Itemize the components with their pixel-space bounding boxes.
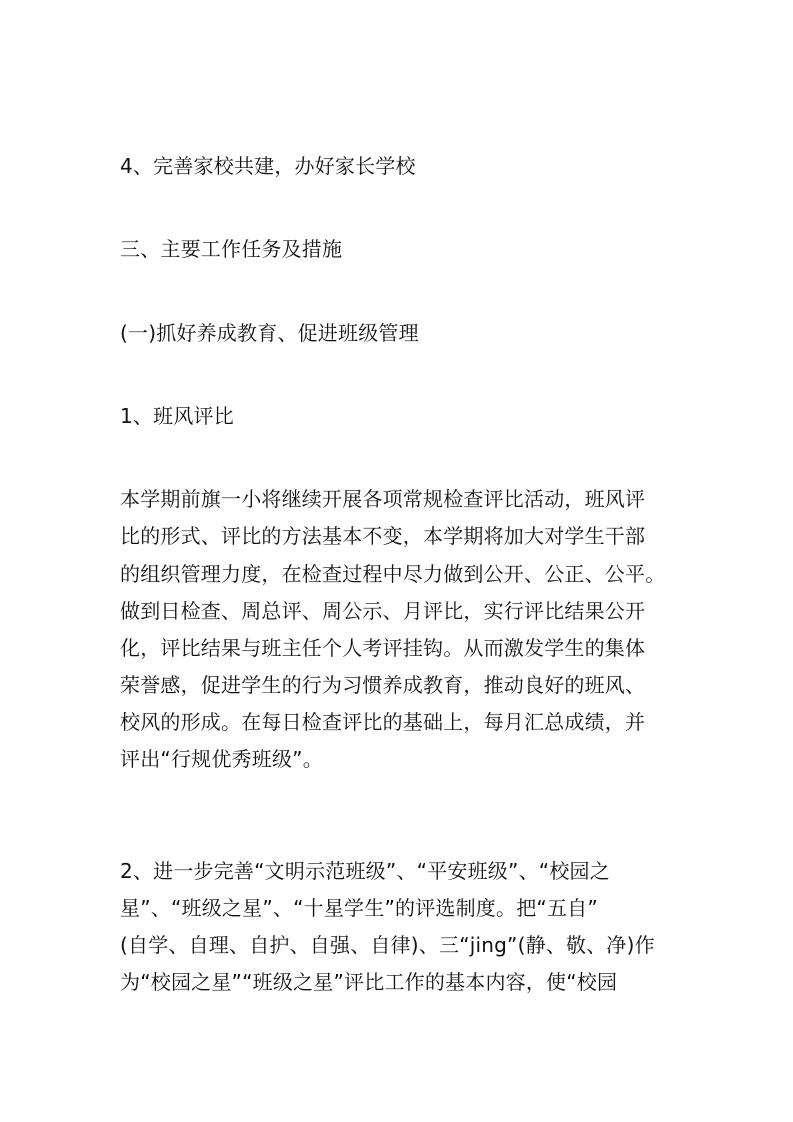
section-heading: 1、班风评比 xyxy=(120,404,234,428)
paragraph-line: (自学、自理、自护、自强、自律)、三“jing”(静、敬、净)作 xyxy=(120,933,655,957)
section-heading: 三、主要工作任务及措施 xyxy=(120,237,343,261)
paragraph-line: 化，评比结果与班主任个人考评挂钩。从而激发学生的集体 xyxy=(120,636,646,660)
paragraph-line: 校风的形成。在每日检查评比的基础上，每月汇总成绩，并 xyxy=(120,710,646,734)
section-heading: (一)抓好养成教育、促进班级管理 xyxy=(120,321,419,345)
paragraph-line: 做到日检查、周总评、周公示、月评比，实行评比结果公开 xyxy=(120,599,646,623)
paragraph-line: 的组织管理力度，在检查过程中尽力做到公开、公正、公平。 xyxy=(120,562,666,586)
paragraph-line: 比的形式、评比的方法基本不变，本学期将加大对学生干部 xyxy=(120,524,646,548)
paragraph-line: 2、进一步完善“文明示范班级”、“平安班级”、“校园之 xyxy=(120,859,610,883)
paragraph-line: 为“校园之星”“班级之星”评比工作的基本内容，使“校园 xyxy=(120,970,618,994)
paragraph-line: 荣誉感，促进学生的行为习惯养成教育，推动良好的班风、 xyxy=(120,673,646,697)
paragraph-line: 星”、“班级之星”、“十星学生”的评选制度。把“五自” xyxy=(120,896,598,920)
paragraph-line: 本学期前旗一小将继续开展各项常规检查评比活动，班风评 xyxy=(120,487,646,511)
section-heading: 4、完善家校共建，办好家长学校 xyxy=(120,154,416,178)
paragraph-line: 评出“行规优秀班级”。 xyxy=(120,747,323,771)
